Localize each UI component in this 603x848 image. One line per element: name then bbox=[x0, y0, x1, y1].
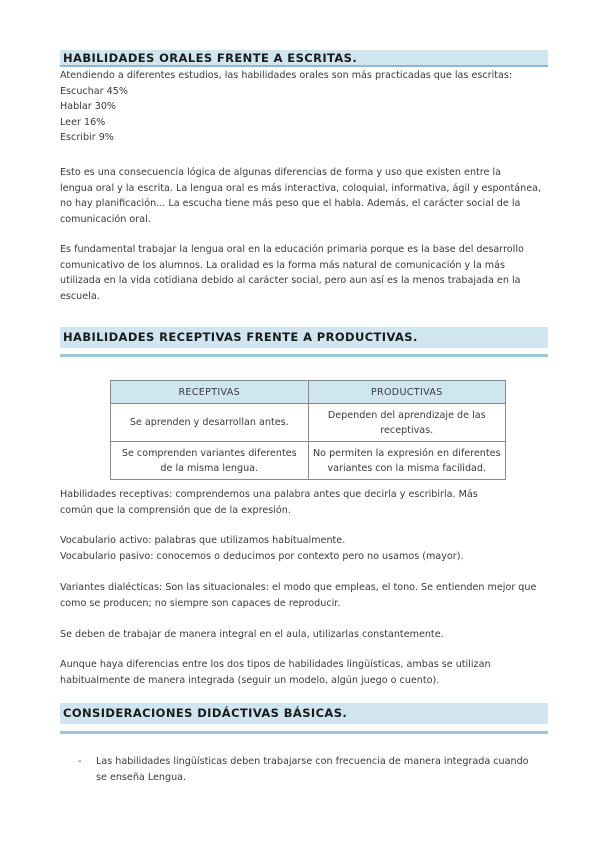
dash-bullet: - bbox=[78, 756, 82, 767]
paragraph-receptivas bbox=[60, 487, 550, 518]
text-line: Esto es una consecuencia lógica de algunas diferencias de forma y uso que existen entre la bbox=[60, 167, 502, 178]
section-heading-orales: HABILIDADES ORALES FRENTE A ESCRITAS. bbox=[60, 50, 548, 67]
text-line: Es fundamental trabajar la lengua oral en la educación primaria porque es la base del desarrollo bbox=[60, 244, 524, 255]
table-cell: Se aprenden y desarrollan antes. bbox=[111, 404, 309, 442]
text-line: escuela. bbox=[60, 290, 100, 302]
stat-line: Hablar 30% bbox=[60, 101, 117, 113]
stat-line: Leer 16% bbox=[60, 116, 106, 128]
text-line: utilizada en la vida cotidiana debido al carácter social, pero aun así es la menos trabajada en la bbox=[60, 275, 521, 287]
bullet-list bbox=[60, 754, 550, 785]
table-cell: Se comprenden variantes diferentes de la misma lengua. bbox=[111, 442, 309, 480]
paragraph-consecuencia bbox=[60, 165, 550, 227]
text-line: Variantes dialécticas: Son las situacionales: el modo que empleas, el tono. Se entienden mejor que bbox=[60, 582, 537, 593]
text-line: comunicación oral. bbox=[60, 213, 151, 225]
table-cell: Dependen del aprendizaje de las receptivas. bbox=[308, 404, 506, 442]
text-line: Vocabulario pasivo: conocemos o deducimos por contexto pero no usamos (mayor). bbox=[60, 550, 464, 562]
table-cell: No permiten la expresión en diferentes variantes con la misma facilidad. bbox=[308, 442, 506, 480]
stat-line: Escuchar 45% bbox=[60, 85, 128, 97]
section-divider bbox=[60, 731, 548, 734]
paragraph-vocabulario bbox=[60, 533, 550, 564]
text-line: Aunque haya diferencias entre los dos tipos de habilidades lingüísticas, ambas se utilizan bbox=[60, 659, 491, 670]
paragraph-integral bbox=[60, 627, 550, 643]
column-header-receptivas: RECEPTIVAS bbox=[111, 381, 309, 404]
intro-text: Atendiendo a diferentes estudios, las habilidades orales son más practicadas que las escritas: bbox=[60, 70, 513, 81]
text-line: comunicativo de los alumnos. La oralidad es la forma más natural de comunicación y la más bbox=[60, 259, 505, 271]
section-heading-consideraciones: CONSIDERACIONES DIDÁCTIVAS BÁSICAS. bbox=[60, 703, 548, 724]
section-divider bbox=[60, 354, 548, 357]
table-header-row bbox=[111, 381, 506, 404]
text-line: Habilidades receptivas: comprendemos una palabra antes que decirla y escribirla. Más bbox=[60, 489, 478, 500]
paragraph-variantes bbox=[60, 580, 550, 611]
intro-paragraph bbox=[60, 68, 550, 146]
paragraph-fundamental bbox=[60, 242, 550, 304]
text-line: lengua oral y la escrita. La lengua oral es más interactiva, coloquial, informativa, ágil y espontánea, bbox=[60, 182, 542, 194]
paragraph-aunque bbox=[60, 657, 550, 688]
habilidades-table bbox=[110, 380, 506, 480]
text-line: Vocabulario activo: palabras que utilizamos habitualmente. bbox=[60, 535, 346, 546]
text-line: se enseña Lengua. bbox=[96, 771, 187, 783]
text-line: no hay planificación... La escucha tiene más peso que el habla. Además, el carácter social de la bbox=[60, 198, 521, 210]
table-row bbox=[111, 404, 506, 442]
section-heading-receptivas: HABILIDADES RECEPTIVAS FRENTE A PRODUCTIVAS. bbox=[60, 327, 548, 348]
text-line: Las habilidades lingüísticas deben trabajarse con frecuencia de manera integrada cuando bbox=[96, 756, 529, 767]
text-line: común que la comprensión que de la expresión. bbox=[60, 504, 291, 516]
text-line: como se producen; no siempre son capaces de reproducir. bbox=[60, 597, 341, 609]
text-line: habitualmente de manera integrada (seguir un modelo, algún juego o cuento). bbox=[60, 674, 440, 686]
list-item bbox=[60, 754, 550, 785]
column-header-productivas: PRODUCTIVAS bbox=[308, 381, 506, 404]
stat-line: Escribir 9% bbox=[60, 132, 114, 144]
table-row bbox=[111, 442, 506, 480]
text-line: Se deben de trabajar de manera integral en el aula, utilizarlas constantemente. bbox=[60, 629, 444, 640]
